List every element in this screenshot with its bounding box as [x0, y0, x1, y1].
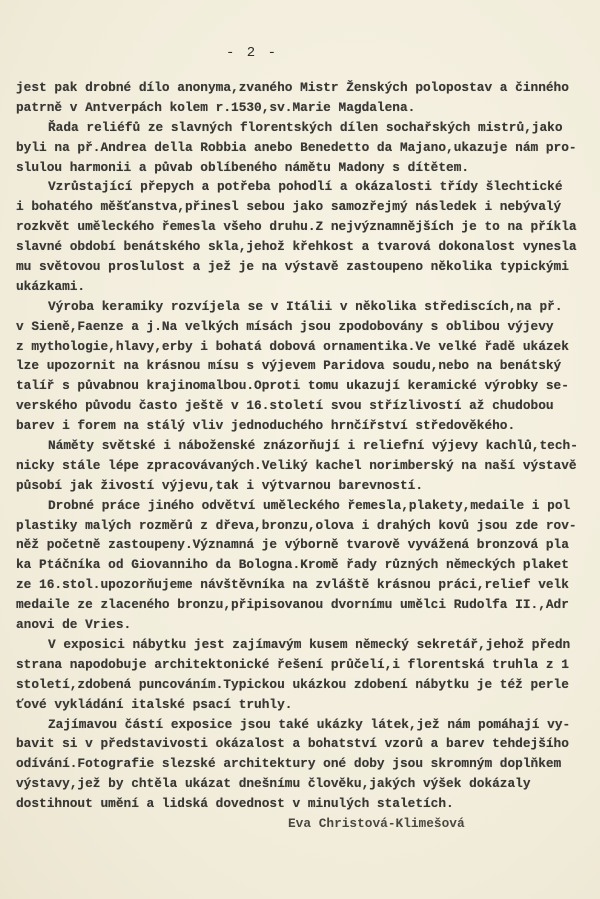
text-line: jest pak drobné dílo anonyma,zvaného Mistr Ženských polopostav a činného [16, 80, 569, 95]
text-line: ze 16.stol.upozorňujeme návštěvníka na zvláště krásnou práci,relief velk [16, 577, 569, 593]
text-line: talíř s půvabnou krajinomalbou.Oproti tomu ukazují keramické výrobky se- [16, 378, 569, 394]
text-line: patrně v Antverpách kolem r.1530,sv.Marie Magdalena. [16, 99, 416, 115]
text-line: něž početně zastoupeny.Významná je výborně tvarově vyvážená bronzová pla [16, 537, 569, 553]
author-signature: Eva Christová-Klimešová [288, 816, 465, 831]
text-line: působí jak živostí výjevu,tak i výtvarnou barevností. [16, 477, 424, 493]
text-line: i bohatého měšťanstva,přinesl sebou jako samozřejmý následek i nebývalý [16, 199, 562, 215]
text-line: ťové vykládání italské psací truhly. [16, 696, 293, 712]
text-line: ukázkami. [16, 278, 86, 294]
text-line: byli na př.Andrea della Robbia anebo Benedetto da Majano,ukazuje nám pro- [16, 139, 577, 155]
text-line: strana napodobuje architektonické řešení průčelí,i florentská truhla z 1 [16, 656, 569, 672]
paragraph-first-line: Zajímavou částí exposice jsou také ukázky látek,jež nám pomáhají vy- [48, 716, 571, 732]
text-line: nicky stále lépe zpracovávaných.Veliký kachel norimberský na naší výstavě [16, 457, 577, 473]
text-line: lze upozornit na krásnou mísu s výjevem Paridova soudu,nebo na benátský [16, 358, 562, 374]
text-line: verského původu často ještě v 16.století svou střízlivostí až chudobou [16, 398, 554, 414]
text-line: mu světovou proslulost a jež je na výstavě zastoupeno několika typickými [16, 259, 569, 275]
paragraph-first-line: Řada reliéfů ze slavných florentských dílen sochařských mistrů,jako [48, 119, 563, 135]
text-line: ka Ptáčníka od Giovanniho da Bologna.Kromě řady různých německých plaket [16, 557, 569, 573]
page-number: - 2 - [226, 45, 279, 61]
text-line: anovi de Vries. [16, 617, 132, 633]
document-body [16, 78, 600, 814]
paragraph-first-line: Vzrůstající přepych a potřeba pohodlí a okázalosti třídy šlechtické [48, 179, 563, 195]
text-line: dostihnout umění a lidská dovednost v minulých staletích. [16, 796, 454, 812]
text-line: výstavy,jež by chtěla ukázat dnešnímu člověku,jakých výšek dokázaly [16, 776, 531, 792]
text-line: slavné období benátského skla,jehož křehkost a tvarová dokonalost vynesla [16, 239, 577, 255]
text-line: slulou harmonii a půvab oblíbeného námětu Madony s dítětem. [16, 159, 470, 175]
text-line: medaile ze zlaceného bronzu,připisovanou dvornímu umělci Rudolfa II.,Adr [16, 597, 569, 613]
text-line: bavit si v představivosti okázalost a bohatství vzorů a barev tehdejšího [16, 736, 569, 752]
paragraph-first-line: Drobné práce jiného odvětví uměleckého řemesla,plakety,medaile i pol [48, 497, 571, 513]
text-line: barev i forem na stálý vliv jednoduchého hrnčířství středověkého. [16, 418, 516, 434]
text-line: plastiky malých rozměrů z dřeva,bronzu,olova i drahých kovů jsou zde rov- [16, 517, 577, 533]
text-line: století,zdobená puncováním.Typickou ukázkou zdobení nábytku je též perle [16, 676, 569, 692]
text-line: odívání.Fotografie slezské architektury oné doby jsou skromným doplňkem [16, 756, 562, 772]
paragraph-first-line: Náměty světské i náboženské znázorňují i reliefní výjevy kachlů,tech- [48, 438, 578, 454]
text-line: rozkvět uměleckého řemesla všeho druhu.Z nejvýznamnějších je to na příkla [16, 219, 577, 235]
paragraph-first-line: Výroba keramiky rozvíjela se v Itálii v několika střediscích,na př. [48, 298, 563, 314]
text-line: z mythologie,hlavy,erby i bohatá dobová ornamentika.Ve velké řadě ukázek [16, 338, 569, 354]
text-line: v Sieně,Faenze a j.Na velkých mísách jsou zpodobovány s oblibou výjevy [16, 318, 554, 334]
paragraph-first-line: V exposici nábytku jest zajímavým kusem německý sekretář,jehož předn [48, 636, 571, 652]
